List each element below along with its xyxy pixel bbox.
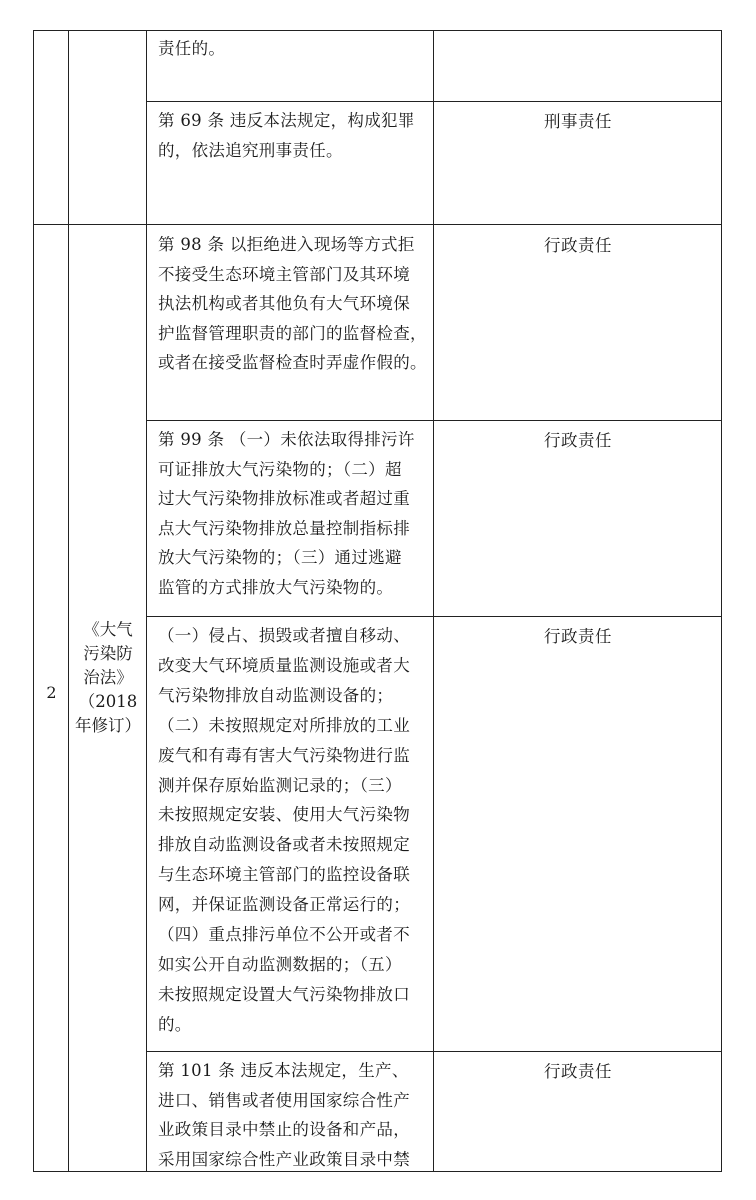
- provision-text: 第 99 条 （一）未依法取得排污许 可证排放大气污染物的；（二）超 过大气污染物排放标准或者超过重 点大气污染物排放总量控制指标排 放大气污染物的；（三）通过逃避 监管的方式排放大气污染物的。: [158, 430, 415, 597]
- table-border-left: [33, 30, 34, 1172]
- responsibility-cell: 行政责任: [544, 236, 612, 255]
- row-number: 2: [46, 683, 57, 702]
- responsibility-cell: 刑事责任: [544, 112, 612, 131]
- table-divider-law: [146, 30, 147, 1172]
- responsibility-cell: 行政责任: [544, 1062, 612, 1081]
- row-divider: [146, 420, 722, 421]
- provision-text: 责任的。: [158, 39, 226, 58]
- provision-text: 第 98 条 以拒绝进入现场等方式拒 不接受生态环境主管部门及其环境 执法机构或者其他负有大气环境保 护监督管理职责的部门的监督检查， 或者在接受监督检查时弄虚作假的。: [158, 235, 427, 373]
- table-border-right: [721, 30, 722, 1172]
- table-border-top: [33, 30, 722, 31]
- responsibility-cell: 行政责任: [544, 431, 612, 450]
- row-divider: [146, 101, 722, 102]
- group-divider: [33, 224, 722, 225]
- provision-text: （一）侵占、损毁或者擅自移动、 改变大气环境质量监测设施或者大 气污染物排放自动监测设备的； （二）未按照规定对所排放的工业 废气和有毒有害大气污染物进行监 测并保存原始监测记录的；（三） 未按照规定安装、使用大气污染物 排放自动监测设备或者未按照规定 与生态环境主管部门的监控设备联 网，并保证监测设备正常运行的； （四）重点排污单位不公开或者不 如实公开自动监测数据的；（五） 未按照规定设置大气污染物排放口 的。: [158, 626, 410, 1034]
- table-divider-number: [68, 30, 69, 1172]
- row-divider: [146, 616, 722, 617]
- table-divider-responsibility: [433, 30, 434, 1172]
- responsibility-cell: 行政责任: [544, 627, 612, 646]
- provision-text: 第 69 条 违反本法规定，构成犯罪 的，依法追究刑事责任。: [158, 111, 415, 160]
- law-name: 《大气 污染防 治法》 （2018 年修订）: [75, 620, 141, 735]
- provision-text: 第 101 条 违反本法规定，生产、 进口、销售或者使用国家综合性产 业政策目录中禁止的设备和产品， 采用国家综合性产业政策目录中禁: [158, 1061, 410, 1169]
- row-divider: [146, 1051, 722, 1052]
